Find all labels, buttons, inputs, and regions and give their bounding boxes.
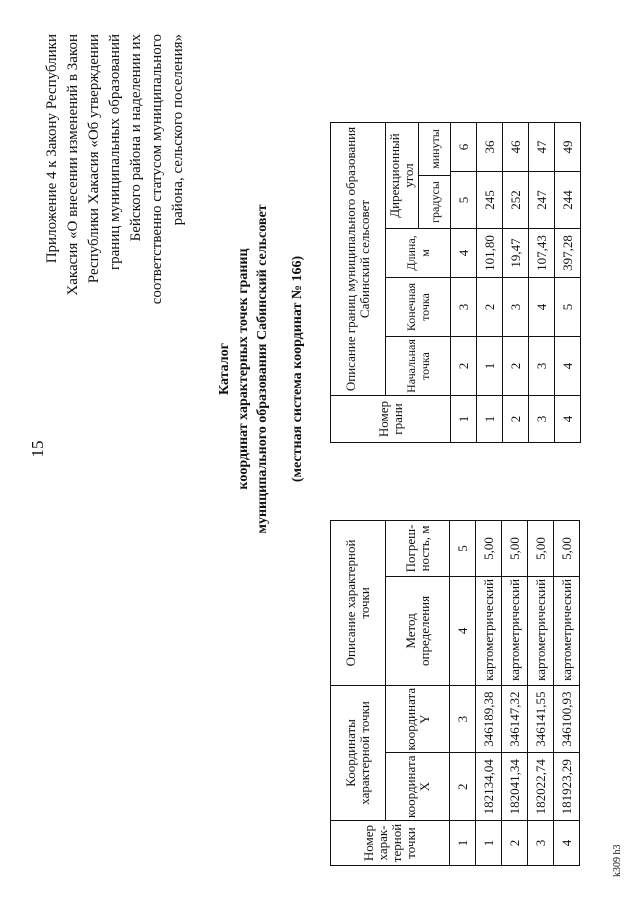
cell-end-point: 3 (503, 278, 529, 337)
cell-degrees: 245 (477, 172, 503, 229)
cell-method: картометрический (528, 576, 554, 685)
column-number: 4 (450, 576, 476, 685)
column-number: 1 (451, 396, 477, 443)
cell-point-number: 3 (528, 821, 554, 866)
table-row (555, 123, 581, 443)
cell-length: 101,80 (477, 229, 503, 278)
title-line: Каталог (217, 343, 232, 395)
header-direction-angle (386, 123, 451, 229)
column-number: 4 (451, 229, 477, 278)
cell-point-number: 1 (476, 821, 502, 866)
cell-error: 5,00 (502, 520, 528, 576)
column-number-row (450, 520, 476, 865)
cell-error: 5,00 (554, 520, 580, 576)
cell-start-point: 2 (503, 337, 529, 396)
footer-code: k309 h3 (612, 844, 623, 877)
cell-degrees: 252 (503, 172, 529, 229)
table-row (477, 123, 503, 443)
header-border-number: Номер грани (331, 396, 451, 443)
appendix-line: границ муниципальных образований (107, 34, 123, 270)
column-number: 5 (451, 172, 477, 229)
cell-coord-x: 182134,04 (476, 753, 502, 821)
column-number: 6 (451, 123, 477, 172)
header-degrees: градусы (419, 175, 450, 228)
header-point-number: Номер харак-терной точки (331, 821, 450, 866)
header-coord-x: координата X (386, 753, 450, 821)
header-coordinates: Координаты характерной точки (331, 685, 386, 820)
column-number: 3 (451, 278, 477, 337)
points-table (330, 520, 580, 866)
cell-border-number: 3 (529, 396, 555, 443)
header-start-point: Начальная точка (386, 337, 451, 396)
cell-point-number: 4 (554, 821, 580, 866)
cell-border-number: 1 (477, 396, 503, 443)
cell-method: картометрический (502, 576, 528, 685)
cell-coord-y: 346141,55 (528, 685, 554, 753)
cell-coord-y: 346189,38 (476, 685, 502, 753)
cell-coord-y: 346100,93 (554, 685, 580, 753)
appendix-line: соответственно статусом муниципального (149, 34, 165, 305)
cell-method: картометрический (554, 576, 580, 685)
cell-length: 397,28 (555, 229, 581, 278)
header-angle-group: Дирекционный угол (386, 123, 419, 228)
cell-coord-x: 182041,34 (502, 753, 528, 821)
title-line: муниципального образования Сабинский сельсовет (255, 204, 270, 534)
column-number: 5 (450, 520, 476, 576)
cell-degrees: 247 (529, 172, 555, 229)
appendix-line: Хакасия «О внесении изменений в Закон (65, 34, 81, 296)
cell-length: 107,43 (529, 229, 555, 278)
table-row (528, 520, 554, 865)
catalog-subtitle: (местная система координат № 166) (290, 255, 305, 483)
header-end-point: Конечная точка (386, 278, 451, 337)
cell-start-point: 3 (529, 337, 555, 396)
column-number: 3 (450, 685, 476, 753)
appendix-line: Приложение 4 к Закону Республики (44, 34, 60, 264)
table-row (476, 520, 502, 865)
cell-coord-y: 346147,32 (502, 685, 528, 753)
borders-table (330, 122, 581, 443)
cell-minutes: 36 (477, 123, 503, 172)
cell-length: 19,47 (503, 229, 529, 278)
cell-border-number: 4 (555, 396, 581, 443)
column-number: 2 (450, 753, 476, 821)
cell-end-point: 4 (529, 278, 555, 337)
cell-error: 5,00 (528, 520, 554, 576)
cell-method: картометрический (476, 576, 502, 685)
cell-start-point: 1 (477, 337, 503, 396)
header-coord-y: координата Y (386, 685, 450, 753)
cell-degrees: 244 (555, 172, 581, 229)
column-number: 2 (451, 337, 477, 396)
cell-minutes: 46 (503, 123, 529, 172)
column-number-row (451, 123, 477, 443)
header-error: Погреш-ность, м (386, 520, 450, 576)
header-point-description: Описание характерной точки (331, 520, 386, 685)
appendix-line: Республики Хакасия «Об утверждении (86, 34, 102, 284)
cell-coord-x: 181923,29 (554, 753, 580, 821)
header-borders-description: Описание границ муниципального образования Сабинский сельсовет (331, 123, 386, 396)
cell-end-point: 5 (555, 278, 581, 337)
header-length: Длина, м (386, 229, 451, 278)
column-number: 1 (450, 821, 476, 866)
cell-border-number: 2 (503, 396, 529, 443)
appendix-line: района, сельского поселения» (170, 34, 186, 226)
cell-minutes: 49 (555, 123, 581, 172)
cell-minutes: 47 (529, 123, 555, 172)
cell-point-number: 2 (502, 821, 528, 866)
title-line: координат характерных точек границ (236, 248, 251, 490)
header-minutes: минуты (427, 129, 442, 169)
catalog-title (215, 169, 272, 569)
table-row (503, 123, 529, 443)
table-row (502, 520, 528, 865)
cell-start-point: 4 (555, 337, 581, 396)
cell-coord-x: 182022,74 (528, 753, 554, 821)
appendix-note (42, 34, 189, 344)
header-method: Метод определения (386, 576, 450, 685)
cell-error: 5,00 (476, 520, 502, 576)
table-row (529, 123, 555, 443)
appendix-line: Бейского района и наделении их (128, 34, 144, 242)
cell-end-point: 2 (477, 278, 503, 337)
page-number: 15 (28, 440, 47, 458)
table-row (554, 520, 580, 865)
